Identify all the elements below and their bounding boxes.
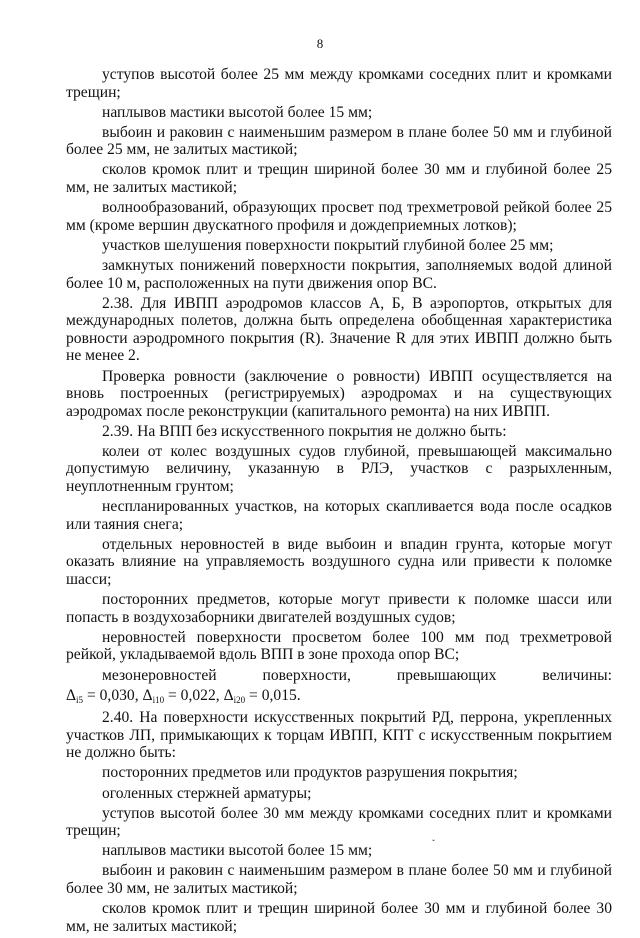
section-2-38: 2.38. Для ИВПП аэродромов классов А, Б, В аэропортов, открытых для международных полетов, должна быть определена обобщенная характеристика ровности аэродромного покрытия (R). Значение R для этих ИВПП должно быть не менее 2. <box>66 294 612 365</box>
paragraph: наплывов мастики высотой более 15 мм; <box>102 103 373 121</box>
paragraph-mesoroughness: мезонеровностей поверхности, превышающих величины: <box>102 666 612 684</box>
paragraph: оголенных стержней арматуры; <box>102 784 312 802</box>
page-number: 8 <box>316 36 324 51</box>
paragraph: неровностей поверхности просветом более 100 мм под трехметровой рейкой, укладываемой вдоль ВПП в зоне прохода опор ВС; <box>66 628 612 664</box>
paragraph: отдельных неровностей в виде выбоин и впадин грунта, которые могут оказать влияние на управляемость воздушного судна или привести к поломке шасси; <box>66 535 612 589</box>
paragraph: уступов высотой более 25 мм между кромками соседних плит и кромками трещин; <box>66 66 612 101</box>
paragraph: Проверка ровности (заключение о ровности) ИВПП осуществляется на вновь построенных (регистрируемых) аэродромах и на существующих аэродромах после реконструкции (капитального ремонта) на них ИВПП. <box>66 367 612 420</box>
paragraph: посторонних предметов или продуктов разрушения покрытия; <box>102 764 518 782</box>
paragraph: наплывов мастики высотой более 15 мм; <box>102 842 373 860</box>
paragraph: неспланированных участков, на которых скапливается вода после осадков или таяния снега; <box>66 498 612 533</box>
paragraph: уступов высотой более 30 мм между кромками соседних плит и кромками трещин; <box>66 804 612 840</box>
mesoroughness-formula <box>66 687 612 710</box>
section-2-39: 2.39. На ВПП без искусственного покрытия не должно быть: <box>102 422 507 440</box>
formula-subscript: i5 <box>76 694 84 705</box>
paragraph: сколов кромок плит и трещин шириной более 30 мм и глубиной более 30 мм, не залитых мастикой; <box>66 900 612 935</box>
formula-delta: Δ <box>223 686 234 704</box>
paragraph: выбоин и раковин с наименьшим размером в плане более 50 мм и глубиной более 25 мм, не залитых мастикой; <box>66 123 612 159</box>
paragraph: сколов кромок плит и трещин шириной более 30 мм и глубиной более 25 мм, не залитых мастикой; <box>66 161 612 197</box>
paragraph: замкнутых понижений поверхности покрытия, заполняемых водой длиной более 10 м, расположенных на пути движения опор ВС. <box>66 256 612 292</box>
paragraph: посторонних предметов, которые могут привести к поломке шасси или попасть в воздухозаборники двигателей воздушных судов; <box>66 591 612 626</box>
section-2-40: 2.40. На поверхности искусственных покрытий РД, перрона, укрепленных участков ЛП, примыкающих к торцам ИВПП, КПТ с искусственным покрытием не должно быть: <box>66 709 612 762</box>
formula-delta: Δ <box>66 686 77 704</box>
document-body <box>66 66 612 938</box>
scan-mark: ˇ <box>432 838 435 848</box>
formula-value: = 0,030, <box>83 686 143 704</box>
formula-value: = 0,015. <box>245 686 301 704</box>
formula-value: = 0,022, <box>164 686 224 704</box>
paragraph: колеи от колес воздушных судов глубиной, превышающей максимально допустимую величину, указанную в РЛЭ, участков с разрыхленным, неуплотненным грунтом; <box>66 442 612 496</box>
formula-subscript: i20 <box>233 694 246 705</box>
formula-subscript: i10 <box>152 694 165 705</box>
paragraph: волнообразований, образующих просвет под трехметровой рейкой более 25 мм (кроме вершин двускатного профиля и дождеприемных лотков); <box>66 199 612 234</box>
paragraph: участков шелушения поверхности покрытий глубиной более 25 мм; <box>102 236 554 254</box>
formula-delta: Δ <box>142 686 153 704</box>
paragraph: выбоин и раковин с наименьшим размером в плане более 50 мм и глубиной более 30 мм, не залитых мастикой; <box>66 862 612 898</box>
